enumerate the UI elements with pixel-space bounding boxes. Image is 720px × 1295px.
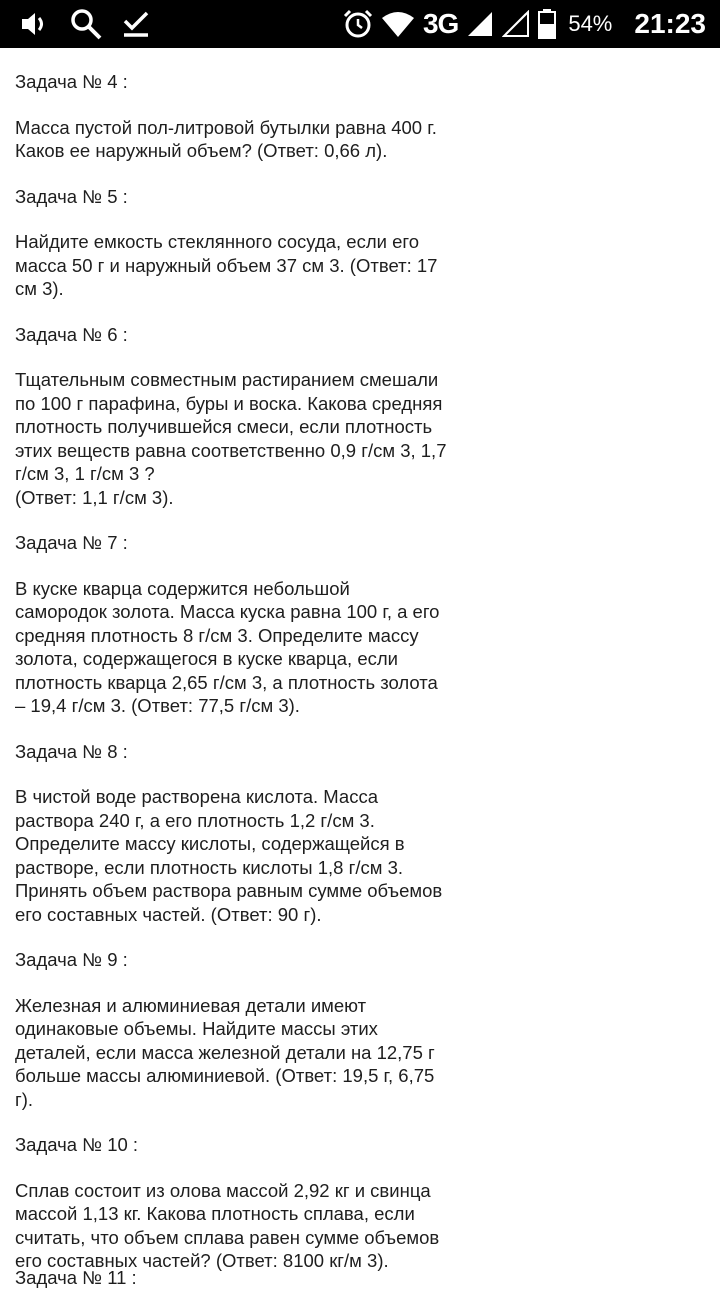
task-text: Тщательным совместным растиранием смешали по 100 г парафина, буры и воска. Какова средняя плотность получившейся смеси, если плотность этих веществ равна соответственно 0,9 г/см 3, 1,7 г/см 3, 1 г/см 3 ? (Ответ: 1,1 г/см 3). [15,369,447,508]
volume-icon [20,10,50,38]
task-heading: Задача № 9 : [15,949,128,970]
task-heading: Задача № 5 : [15,185,128,207]
task-block [15,185,495,301]
task-heading: Задача № 10 : [15,1134,139,1155]
task-heading: Задача № 4 : [15,71,128,92]
download-done-icon [122,10,150,38]
task-text: В куске кварца содержится небольшой самородок золота. Масса куска равна 100 г, а его средняя плотность 8 г/см 3. Определите массу золота, содержащегося в куске кварца, если плотность кварца 2,65 г/см 3, а плотность золота – 19,4 г/см 3. (Ответ: 77,5 г/см 3). [15,577,440,716]
task-heading-partial: Задача № 11 : [15,1267,137,1288]
task-block [15,740,495,927]
battery-icon [538,9,556,39]
task-text: Масса пустой пол-литровой бутылки равна 400 г. Каков ее наружный объем? (Ответ: 0,66 л). [15,116,437,161]
signal-icon [466,10,494,38]
task-block [15,531,495,718]
article-content [15,58,495,1295]
search-icon [70,8,102,40]
status-bar-right [343,6,706,42]
task-text: Найдите емкость стеклянного сосуда, если его масса 50 г и наружный объем 37 см 3. (Ответ: 17 см 3). [15,231,438,299]
status-bar [0,0,720,48]
task-heading: Задача № 7 : [15,532,128,553]
task-block [15,1133,495,1273]
task-block [15,323,495,510]
alarm-icon [343,9,373,39]
clock: 21:23 [634,8,706,39]
network-type: 3G [422,8,459,39]
task-text: Железная и алюминиевая детали имеют одинаковые объемы. Найдите массы этих деталей, если масса железной детали на 12,75 г больше массы алюминиевой. (Ответ: 19,5 г, 6,75 г). [15,994,435,1110]
task-heading: Задача № 6 : [15,323,128,345]
status-bar-left [20,6,150,42]
wifi-icon [381,10,415,38]
task-heading: Задача № 8 : [15,740,128,762]
task-text: Сплав состоит из олова массой 2,92 кг и свинца массой 1,13 кг. Какова плотность сплава, если считать, что объем сплава равен сумме объемов его составных частей? (Ответ: 8100 кг/м 3). [15,1179,440,1271]
task-block [15,948,495,1111]
task-text: В чистой воде растворена кислота. Масса раствора 240 г, а его плотность 1,2 г/см 3. Определите массу кислоты, содержащейся в растворе, если плотность кислоты 1,8 г/см 3. Принять объем раствора равным сумме объемов его составных частей. (Ответ: 90 г). [15,786,443,925]
signal-empty-icon [502,10,530,38]
task-block [15,70,495,163]
battery-percent: 54% [568,11,613,36]
